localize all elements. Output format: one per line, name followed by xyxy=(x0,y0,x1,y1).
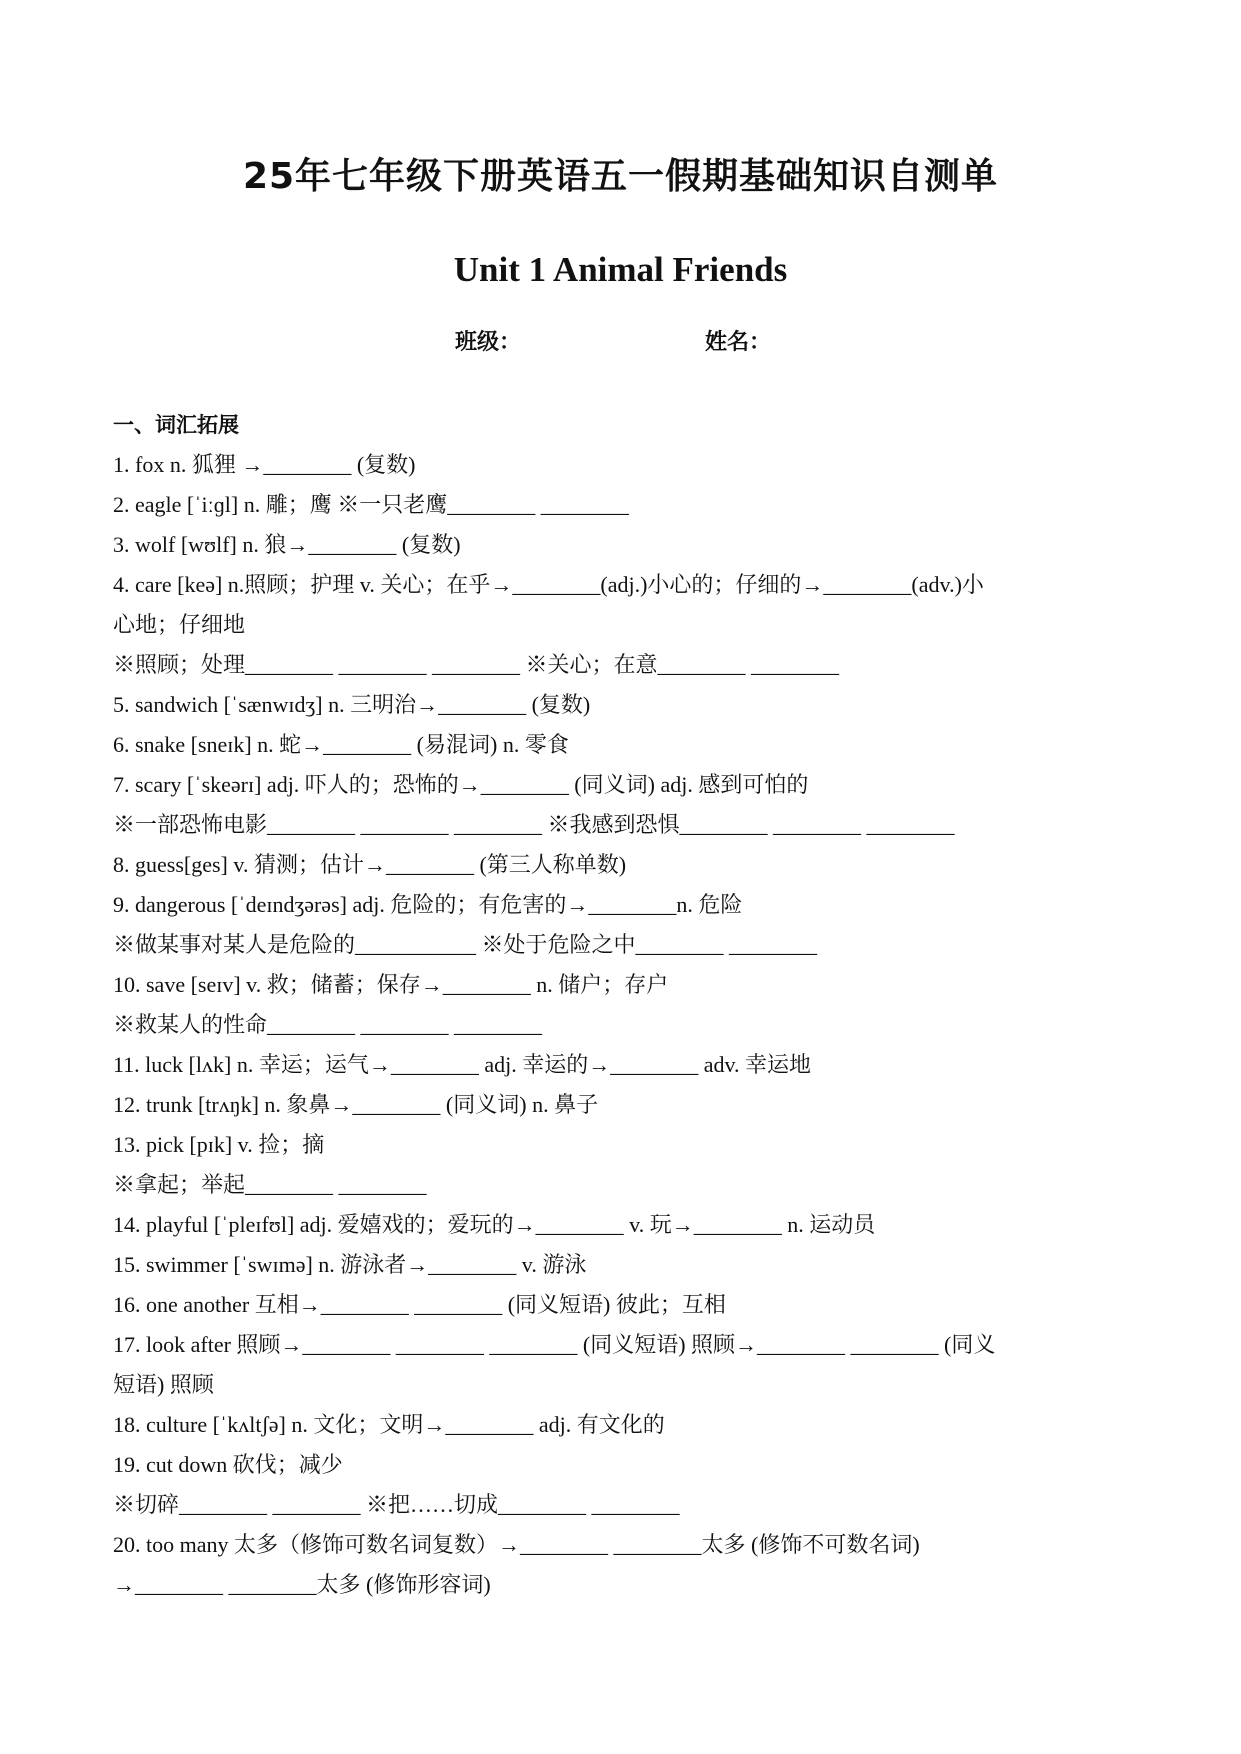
vocab-line: 3. wolf [wʊlf] n. 狼→________ (复数) xyxy=(113,532,461,557)
vocab-line: 12. trunk [trʌŋk] n. 象鼻→________ (同义词) n. 鼻子 xyxy=(113,1092,599,1117)
vocab-line: 10. save [seɪv] v. 救；储蓄；保存→________ n. 储户；存户 xyxy=(113,972,669,997)
section-heading: 一、词汇拓展 xyxy=(113,413,239,437)
vocab-line: ※拿起；举起________ ________ xyxy=(113,1172,427,1197)
vocab-line: 1. fox n. 狐狸 →________ (复数) xyxy=(113,452,416,477)
vocab-line: ※做某事对某人是危险的___________ ※处于危险之中________ ________ xyxy=(113,932,818,957)
vocab-line: 4. care [keə] n.照顾；护理 v. 关心；在乎→________(adj.)小心的；仔细的→________(adv.)小 xyxy=(113,572,984,597)
vocab-line: 短语) 照顾 xyxy=(113,1372,214,1397)
unit-title: Unit 1 Animal Friends xyxy=(453,250,788,289)
vocab-line: 15. swimmer [ˈswɪmə] n. 游泳者→________ v. 游泳 xyxy=(113,1252,587,1277)
vocab-line: ※照顾；处理________ ________ ________ ※关心；在意________ ________ xyxy=(113,652,840,677)
student-info-row xyxy=(0,325,1241,361)
vocabulary-section xyxy=(113,405,1133,1605)
vocab-line: 9. dangerous [ˈdeɪndʒərəs] adj. 危险的；有危害的→________n. 危险 xyxy=(113,892,743,917)
page-title: 25年七年级下册英语五一假期基础知识自测单 xyxy=(242,156,999,197)
vocab-line: 14. playful [ˈpleɪfʊl] adj. 爱嬉戏的；爱玩的→________ v. 玩→________ n. 运动员 xyxy=(113,1212,876,1237)
vocab-line: 19. cut down 砍伐；减少 xyxy=(113,1452,343,1477)
vocab-line: 8. guess[ges] v. 猜测；估计→________ (第三人称单数) xyxy=(113,852,627,877)
vocab-line: 5. sandwich [ˈsænwɪdʒ] n. 三明治→________ (复数) xyxy=(113,692,591,717)
vocab-line: 7. scary [ˈskeərɪ] adj. 吓人的；恐怖的→________ (同义词) adj. 感到可怕的 xyxy=(113,772,809,797)
vocab-line: 16. one another 互相→________ ________ (同义短语) 彼此；互相 xyxy=(113,1292,726,1317)
vocab-line: 2. eagle [ˈiːɡl] n. 雕；鹰 ※一只老鹰________ ________ xyxy=(113,492,629,517)
name-label: 姓名： xyxy=(705,330,772,355)
vocab-line: 18. culture [ˈkʌltʃə] n. 文化；文明→________ adj. 有文化的 xyxy=(113,1412,665,1437)
vocab-line: 20. too many 太多（修饰可数名词复数）→________ ________太多 (修饰不可数名词) xyxy=(113,1532,920,1557)
vocab-line: 17. look after 照顾→________ ________ ________ (同义短语) 照顾→________ ________ (同义 xyxy=(113,1332,996,1357)
vocab-line: →________ ________太多 (修饰形容词) xyxy=(113,1572,491,1597)
vocab-line: ※一部恐怖电影________ ________ ________ ※我感到恐惧________ ________ ________ xyxy=(113,812,955,837)
class-label: 班级： xyxy=(455,330,522,355)
vocab-line: ※切碎________ ________ ※把……切成________ ________ xyxy=(113,1492,680,1517)
vocab-line: 6. snake [sneɪk] n. 蛇→________ (易混词) n. 零食 xyxy=(113,732,569,757)
vocab-line: 11. luck [lʌk] n. 幸运；运气→________ adj. 幸运的→________ adv. 幸运地 xyxy=(113,1052,812,1077)
vocab-line: 心地；仔细地 xyxy=(113,612,246,637)
vocab-line: 13. pick [pɪk] v. 捡；摘 xyxy=(113,1132,325,1157)
vocab-line: ※救某人的性命________ ________ ________ xyxy=(113,1012,543,1037)
